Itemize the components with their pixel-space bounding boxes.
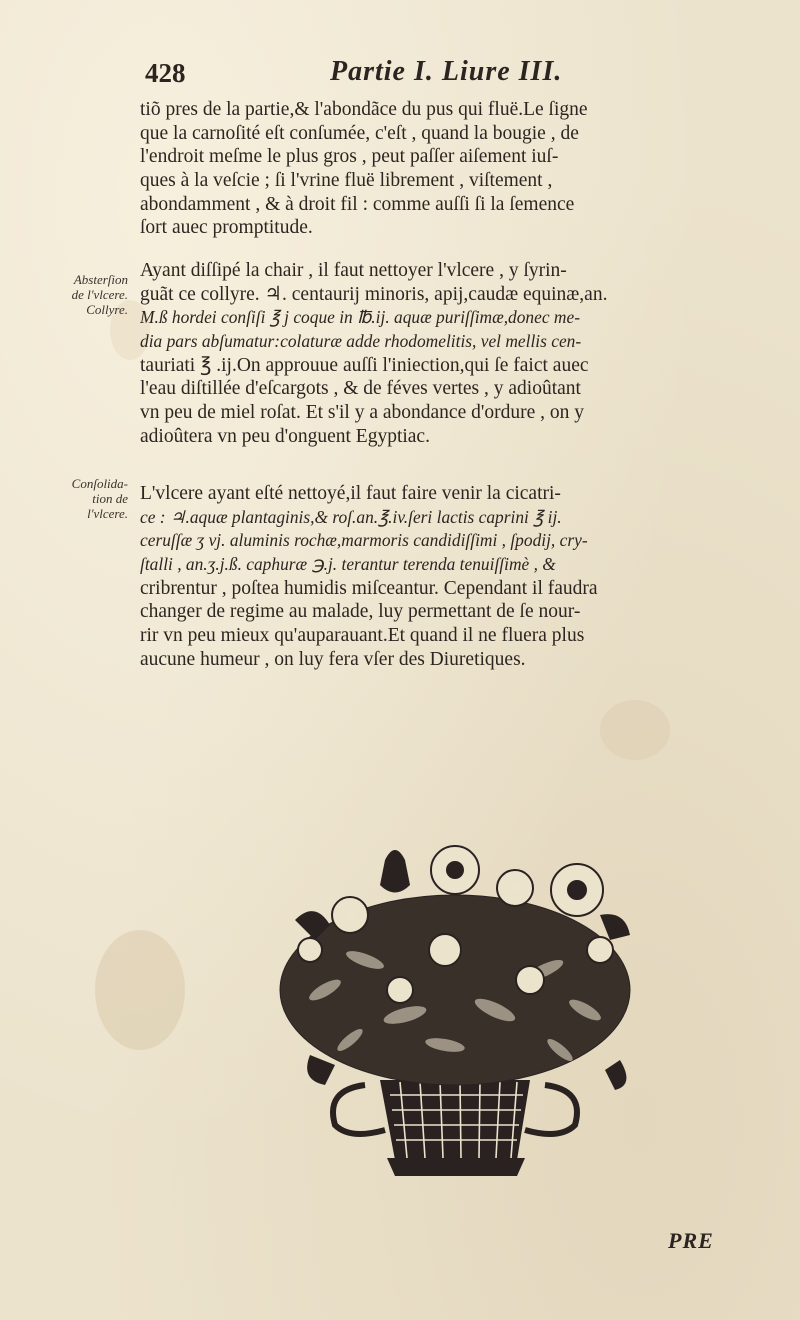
- text-line: ſtalli , an.ʒ.j.ß. caphuræ ℈.j. terantur terenda tenuiſſimè , &: [140, 554, 556, 575]
- text-line: ques à la veſcie ; ſi l'vrine fluë librement , viſtement ,: [140, 170, 553, 192]
- margin-note-line: Collyre.: [86, 302, 128, 317]
- margin-note-line: tion de: [92, 491, 128, 506]
- text-line: L'vlcere ayant eſté nettoyé,il faut faire venir la cicatri-: [140, 483, 561, 504]
- margin-note-line: Absterſion: [73, 272, 128, 287]
- text-line: abondamment , & à droit fil : comme auſſi ſi la ſemence: [140, 193, 575, 215]
- paper-stain: [95, 930, 185, 1050]
- text-line: que la carnoſité eſt conſumée, c'eſt , quand la bougie , de: [140, 122, 579, 144]
- text-line: M.ß hordei conſiſi ℥ j coque in ℔.ij. aquæ puriſſimæ,donec me-: [140, 307, 580, 328]
- text-line: cribrentur , poſtea humidis miſceantur. Cependant il faudra: [140, 577, 598, 599]
- text-line: ce : ♃.aquæ plantaginis,& roſ.an.℥.iv.ſeri lactis caprini ℥ ij.: [140, 506, 562, 527]
- paper-stain: [600, 700, 670, 760]
- text-line: dia pars abſumatur:colaturæ adde rhodomelitis, vel mellis cen-: [140, 331, 582, 352]
- text-line: Ayant diſſipé la chair , il faut nettoyer l'vlcere , y ſyrin-: [140, 260, 567, 281]
- page-number: 428: [145, 58, 186, 88]
- text-line: adioûtera vn peu d'onguent Egyptiac.: [140, 425, 430, 447]
- page-header: [145, 52, 635, 92]
- text-line: changer de regime au malade, luy permettant de ſe nour-: [140, 601, 581, 623]
- text-block-1: [140, 98, 660, 240]
- text-line: aucune humeur , on luy fera vſer des Diuretiques.: [140, 648, 526, 670]
- margin-note-absterson: [28, 272, 128, 317]
- catchword: PRE: [668, 1228, 714, 1253]
- text-block-3: [140, 482, 660, 672]
- margin-note-line: l'vlcere.: [87, 506, 128, 521]
- text-line: l'eau diſtillée d'eſcargots , & de féves vertes , y adioûtant: [140, 378, 581, 400]
- text-line: guãt ce collyre. ♃. centaurij minoris, apij,caudæ equinæ,an.: [140, 283, 608, 305]
- text-line: tauriati ℥ .ij.On approuue auſſi l'iniection,qui ſe faict auec: [140, 354, 589, 376]
- margin-note-line: de l'vlcere.: [71, 287, 128, 302]
- running-head: Partie I. Liure III.: [330, 56, 563, 87]
- text-line: vn peu de miel roſat. Et s'il y a abondance d'ordure , on y: [140, 402, 585, 424]
- text-line: ſort auec promptitude.: [140, 217, 313, 239]
- margin-note-line: Conſolida-: [71, 476, 128, 491]
- text-line: rir vn peu mieux qu'auparauant.Et quand il ne fluera plus: [140, 625, 585, 647]
- text-line: ceruſſæ ʒ vj. aluminis rochæ,marmoris candidiſſimi , ſpodij, cry-: [140, 530, 588, 551]
- text-line: l'endroit meſme le plus gros , peut paſſer aiſement iuſ-: [140, 146, 559, 168]
- text-block-2: [140, 259, 660, 449]
- flower-basket-woodcut-icon: [255, 840, 650, 1180]
- text-line: tiõ pres de la partie,& l'abondãce du pus qui fluë.Le ſigne: [140, 99, 588, 120]
- margin-note-consolidation: [28, 476, 128, 521]
